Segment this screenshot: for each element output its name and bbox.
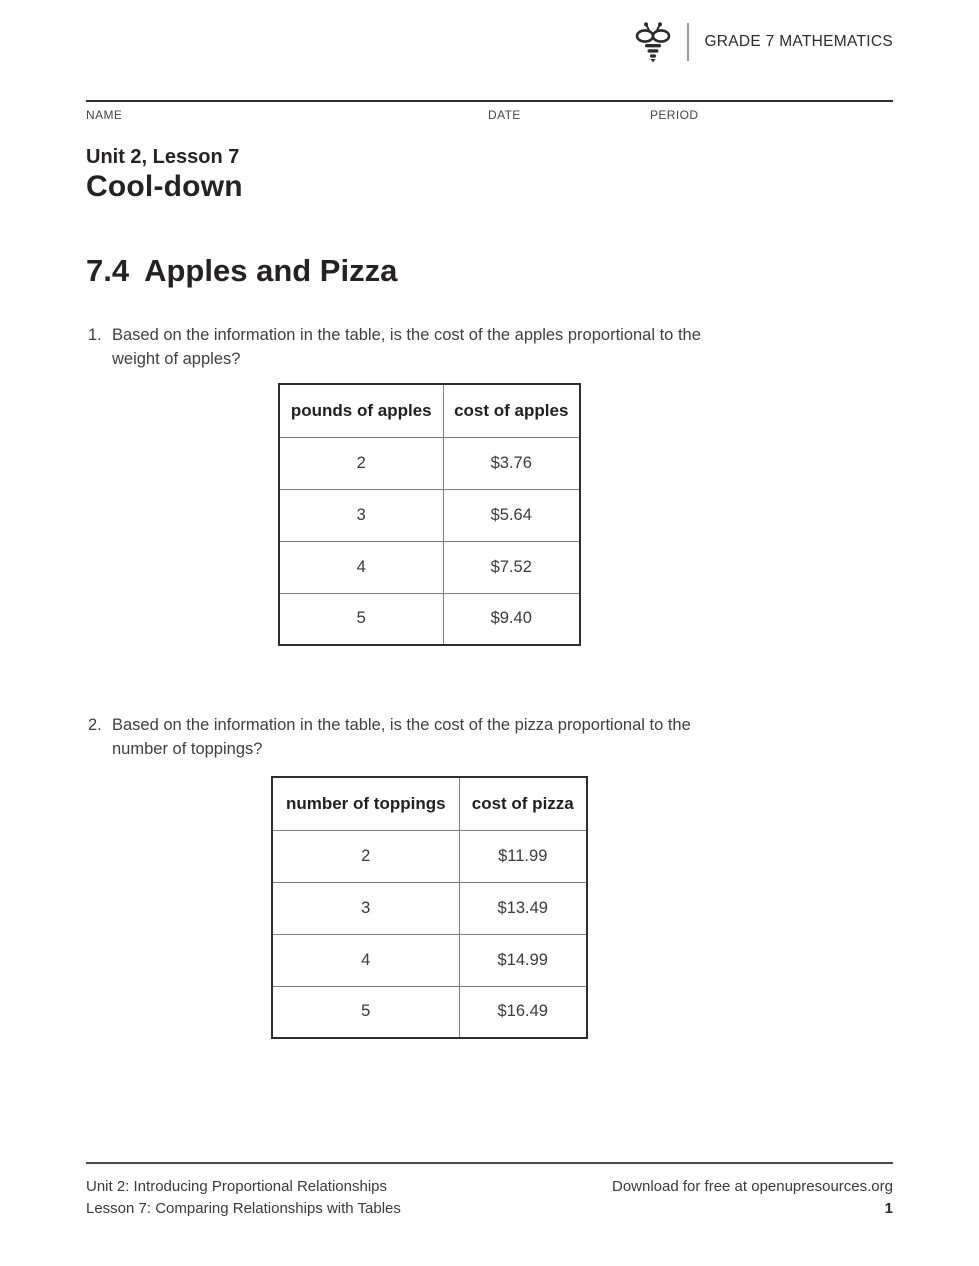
name-label: NAME — [86, 108, 123, 122]
table-row — [272, 882, 587, 934]
date-label: DATE — [488, 108, 521, 122]
footer-lesson-line: Lesson 7: Comparing Relationships with Tables — [86, 1199, 401, 1217]
table-cell: 5 — [279, 593, 443, 645]
table-cell: $7.52 — [443, 541, 580, 593]
table-cell: $16.49 — [459, 986, 587, 1038]
table-row — [279, 593, 580, 645]
question-text: Based on the information in the table, is the cost of the apples proportional to the weight of apples? — [112, 326, 701, 368]
page-number: 1 — [884, 1199, 893, 1217]
lesson-title: Cool-down — [86, 170, 243, 203]
table-cell: 3 — [272, 882, 459, 934]
pizza-table — [271, 776, 588, 1039]
table-cell: $13.49 — [459, 882, 587, 934]
question-text: Based on the information in the table, is the cost of the pizza proportional to the number of toppings? — [112, 716, 691, 758]
table-cell: $9.40 — [443, 593, 580, 645]
footer-left — [86, 1176, 401, 1219]
activity-title-text: Apples and Pizza — [144, 253, 398, 288]
name-date-period-row — [86, 100, 893, 126]
table-cell: $14.99 — [459, 934, 587, 986]
brand-header — [634, 20, 893, 64]
table-row — [272, 934, 587, 986]
column-header: cost of apples — [443, 384, 580, 437]
column-header: number of toppings — [272, 777, 459, 830]
footer-download-line: Download for free at openupresources.org — [611, 1178, 893, 1195]
table-cell: 3 — [279, 489, 443, 541]
header-divider — [687, 23, 689, 61]
table-header-row — [272, 777, 587, 830]
apples-table — [278, 383, 581, 646]
table-cell: 4 — [279, 541, 443, 593]
table-cell: 5 — [272, 986, 459, 1038]
table-cell: 4 — [272, 934, 459, 986]
brand-text: GRADE 7 MATHEMATICS — [704, 33, 893, 50]
question-1 — [88, 324, 712, 371]
footer-right — [612, 1176, 893, 1219]
table-row — [272, 986, 587, 1038]
column-header: pounds of apples — [279, 384, 443, 437]
period-label: PERIOD — [650, 108, 699, 122]
table-row — [272, 830, 587, 882]
table-header-row — [279, 384, 580, 437]
table-row — [279, 437, 580, 489]
question-number: 2. — [88, 716, 102, 734]
question-2 — [88, 714, 712, 761]
lesson-unit-line: Unit 2, Lesson 7 — [86, 146, 240, 168]
page-footer — [86, 1162, 893, 1219]
table-cell: 2 — [272, 830, 459, 882]
lesson-heading — [86, 144, 243, 204]
activity-number: 7.4 — [86, 253, 130, 288]
table-row — [279, 489, 580, 541]
activity-title — [86, 253, 397, 289]
question-number: 1. — [88, 326, 102, 344]
footer-unit-line: Unit 2: Introducing Proportional Relationships — [86, 1178, 388, 1195]
bee-logo-icon — [634, 21, 672, 63]
column-header: cost of pizza — [459, 777, 587, 830]
table-cell: $5.64 — [443, 489, 580, 541]
table-row — [279, 541, 580, 593]
table-cell: 2 — [279, 437, 443, 489]
table-cell: $3.76 — [443, 437, 580, 489]
table-cell: $11.99 — [459, 830, 587, 882]
